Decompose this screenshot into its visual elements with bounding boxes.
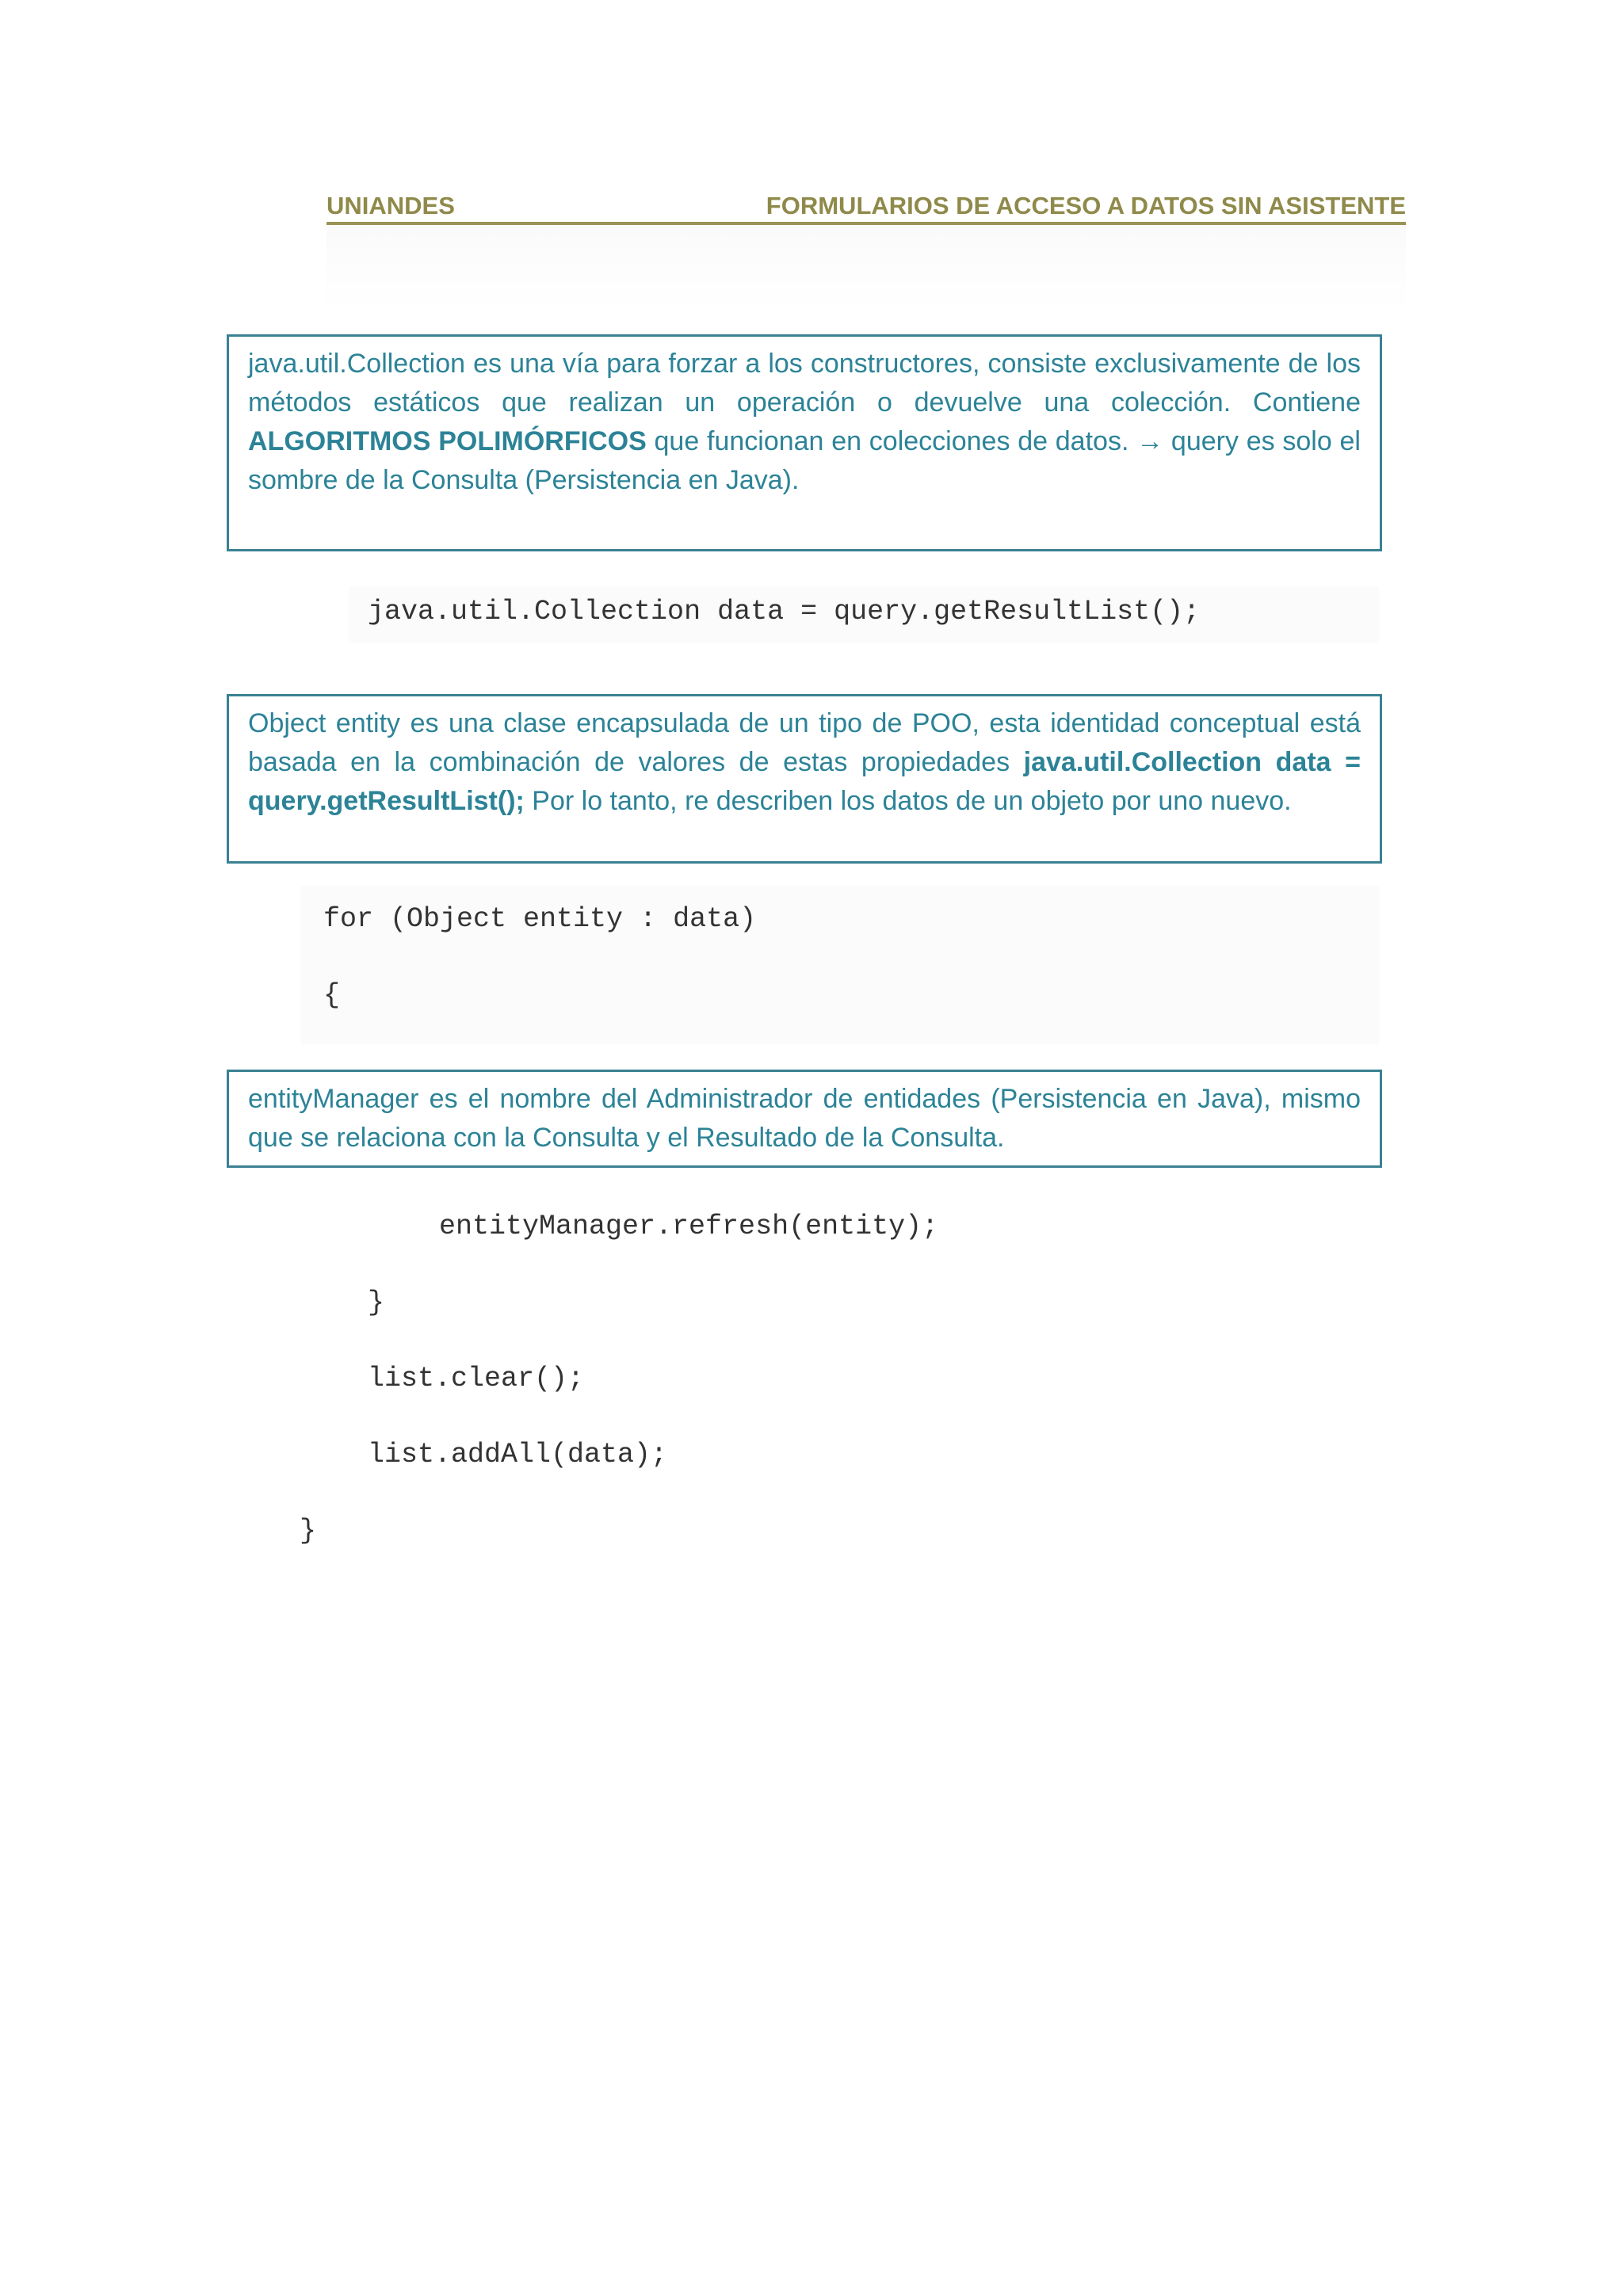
arrow-right-icon: →	[1136, 426, 1164, 456]
header-shade	[327, 225, 1406, 312]
note-text: Object entity es una clase encapsulada de un tipo de POO, esta identidad conceptual está basada en la combinación de valores de estas propiedades	[248, 708, 1361, 777]
note-text: Por lo tanto, re describen los datos de un objeto por uno nuevo.	[524, 786, 1292, 816]
code-line: list.clear();	[368, 1363, 585, 1394]
code-line: for (Object entity : data)	[323, 903, 757, 935]
code-line: list.addAll(data);	[368, 1439, 668, 1470]
header-left: UNIANDES	[327, 192, 455, 219]
note-text: query es solo el sombre de la Consulta (Persistencia en Java).	[248, 426, 1361, 495]
note-collection	[227, 334, 1382, 551]
header-right: FORMULARIOS DE ACCESO A DATOS SIN ASISTENTE	[766, 192, 1406, 219]
code-line: entityManager.refresh(entity);	[439, 1211, 939, 1242]
code-line: java.util.Collection data = query.getResultList();	[368, 596, 1201, 627]
code-line: }	[300, 1515, 317, 1547]
code-line: {	[323, 979, 341, 1011]
note-bold: ALGORITMOS POLIMÓRFICOS	[248, 426, 647, 456]
note-text: entityManager es el nombre del Administrador de entidades (Persistencia en Java), mismo que se relaciona con la Consulta y el Resultado de la Consulta.	[248, 1084, 1361, 1153]
note-bold: java.util.Collection data = query.getResultList();	[248, 747, 1361, 816]
note-text: que funcionan en colecciones de datos.	[646, 426, 1137, 456]
code-line: }	[368, 1287, 385, 1318]
page-header	[327, 189, 1406, 225]
note-entity-manager	[227, 1070, 1382, 1168]
note-text: java.util.Collection es una vía para forzar a los constructores, consiste exclusivamente de los métodos estáticos que realizan un operación o devuelve una colección. Contiene	[248, 349, 1361, 418]
note-entity	[227, 694, 1382, 864]
